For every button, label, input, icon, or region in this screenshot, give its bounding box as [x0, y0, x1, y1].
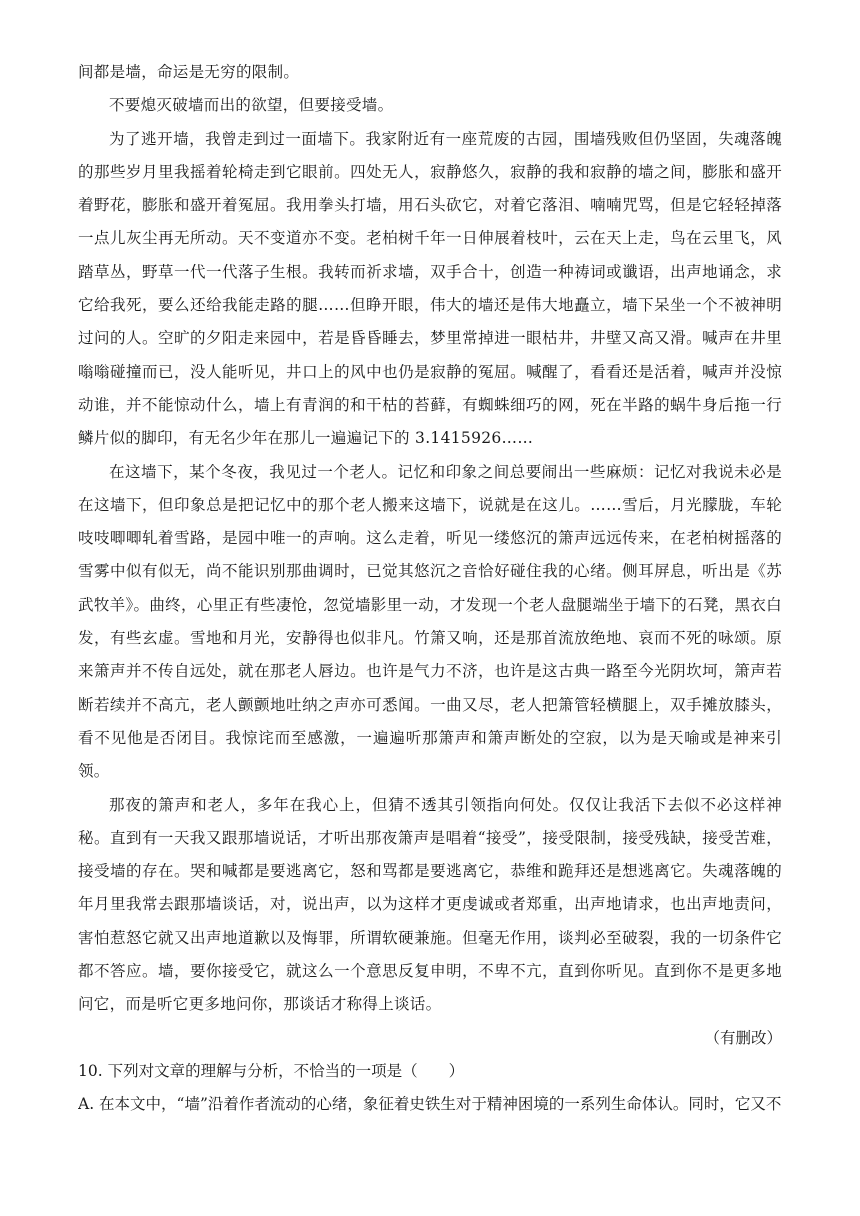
article-paragraph-5: 那夜的箫声和老人，多年在我心上，但猜不透其引领指向何处。仅仅让我活下去似不必这样神秘。直到有一天我又跟那墙说话，才听出那夜箫声是唱着“接受”，接受限制，接受残缺，接受苦难，接受墙的存在。哭和喊都是要逃离它，怒和骂都是要逃离它，恭维和跪拜还是想逃离它。失魂落魄的年月里我常去跟那墙谈话，对，说出声，以为这样才更虔诚或者郑重，出声地请求，也出声地责问，害怕惹怒它就又出声地道歉以及悔罪，所谓软硬兼施。但毫无作用，谈判必至破裂，我的一切条件它都不答应。墙，要你接受它，就这么一个意思反复申明，不卑不亢，直到你听见。直到你不是更多地问它，而是听它更多地问你，那谈话才称得上谈话。 — [78, 795, 782, 1014]
document-page — [78, 56, 782, 1122]
question-stem: 10. 下列对文章的理解与分析，不恰当的一项是（ ） — [78, 1061, 465, 1080]
article-paragraph-2: 不要熄灭破墙而出的欲望，但要接受墙。 — [109, 96, 394, 115]
source-note: （有删改） — [704, 1028, 782, 1047]
article-paragraph-3: 为了逃开墙，我曾走到过一面墙下。我家附近有一座荒废的古园，围墙残败但仍坚固，失魂落魄的那些岁月里我摇着轮椅走到它眼前。四处无人，寂静悠久，寂静的我和寂静的墙之间，膨胀和盛开着野花，膨胀和盛开着冤屈。我用拳头打墙，用石头砍它，对着它落泪、喃喃咒骂，但是它轻轻掉落一点儿灰尘再无所动。天不变道亦不变。老柏树千年一日伸展着枝叶，云在天上走，鸟在云里飞，风踏草丛，野草一代一代落子生根。我转而祈求墙，双手合十，创造一种祷词或谶语，出声地诵念，求它给我死，要么还给我能走路的腿……但睁开眼，伟大的墙还是伟大地矗立，墙下呆坐一个不被神明过问的人。空旷的夕阳走来园中，若是昏昏睡去，梦里常掉进一眼枯井，井壁又高又滑。喊声在井里嗡嗡碰撞而已，没人能听见，井口上的风中也仍是寂静的冤屈。喊醒了，看看还是活着，喊声并没惊动谁，并不能惊动什么，墙上有青润的和干枯的苔藓，有蜘蛛细巧的网，死在半路的蜗牛身后拖一行鳞片似的脚印，有无名少年在那儿一遍遍记下的 3.1415926…… — [78, 129, 782, 448]
article-paragraph-1: 间都是墙，命运是无穷的限制。 — [78, 63, 300, 81]
question-option-a: A. 在本文中，“墙”沿着作者流动的心绪，象征着史铁生对于精神困境的一系列生命体认。同时，它又不 — [78, 1095, 782, 1114]
article-paragraph-4: 在这墙下，某个冬夜，我见过一个老人。记忆和印象之间总要闹出一些麻烦：记忆对我说未必是在这墙下，但印象总是把记忆中的那个老人搬来这墙下，说就是在这儿。……雪后，月光朦胧，车轮吱吱唧唧轧着雪路，是园中唯一的声响。这么走着，听见一缕悠沉的箫声远远传来，在老柏树摇落的雪雾中似有似无，尚不能识别那曲调时，已觉其悠沉之音恰好碰住我的心绪。侧耳屏息，听出是《苏武牧羊》。曲终，心里正有些凄怆，忽觉墙影里一动，才发现一个老人盘腿端坐于墙下的石凳，黑衣白发，有些玄虚。雪地和月光，安静得也似非凡。竹箫又响，还是那首流放绝地、哀而不死的咏颂。原来箫声并不传自远处，就在那老人唇边。也许是气力不济，也许是这古典一路至今光阴坎坷，箫声若断若续并不高亢，老人颤颤地吐纳之声亦可悉闻。一曲又尽，老人把箫管轻横腿上，双手摊放膝头，看不见他是否闭目。我惊诧而至感激，一遍遍听那箫声和箫声断处的空寂，以为是天喻或是神来引领。 — [78, 462, 782, 781]
